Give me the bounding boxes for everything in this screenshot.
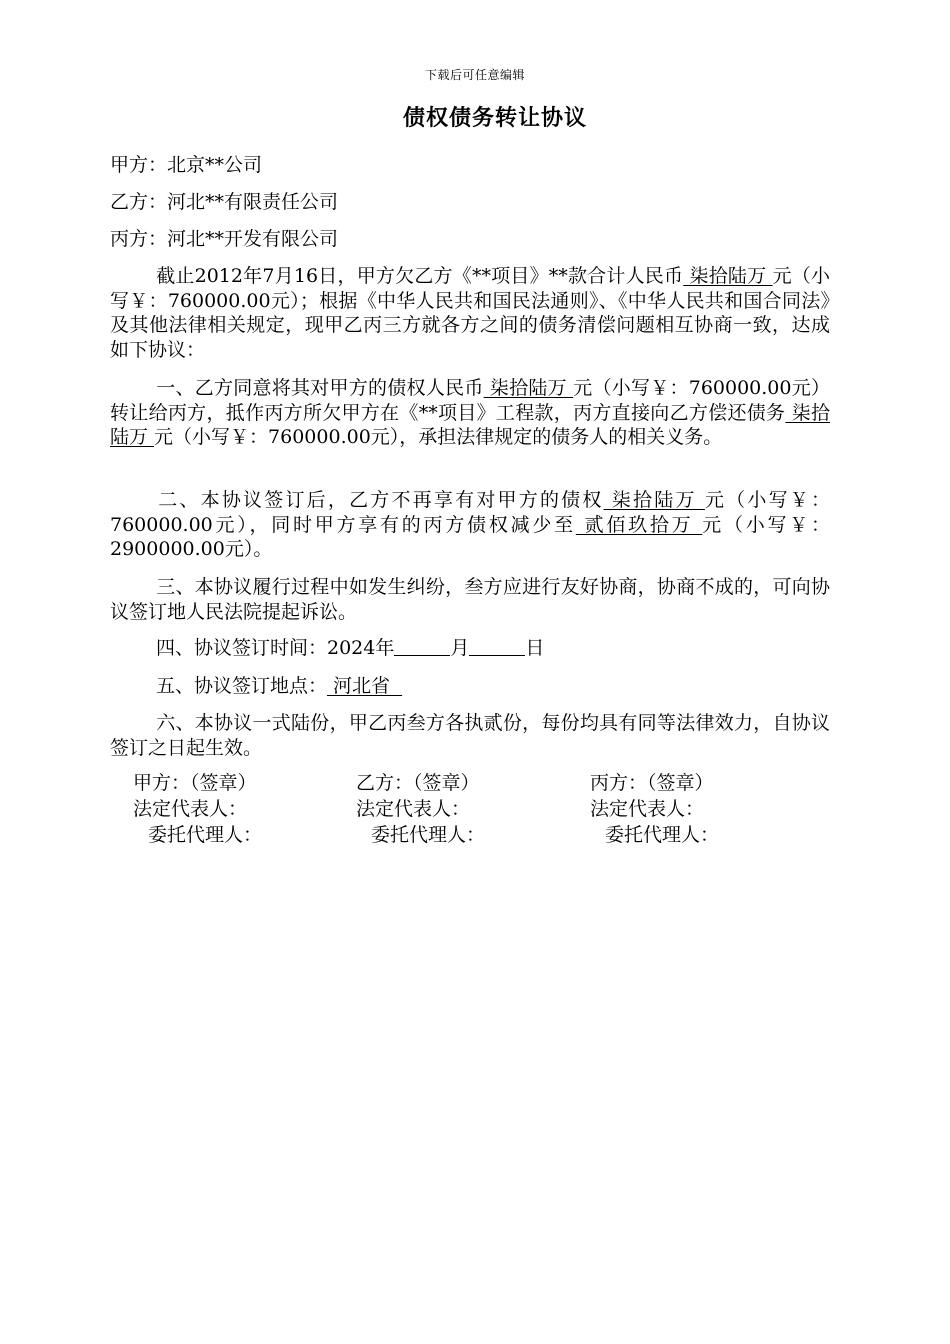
month-blank: [394, 638, 450, 656]
clause-3: 三、本协议履行过程中如发生纠纷，叁方应进行友好协商，协商不成的，可向协议签订地人民法院提起诉讼。: [110, 576, 830, 623]
signature-b-rep: 法定代表人：: [356, 798, 471, 820]
party-b: 乙方：河北**有限责任公司: [110, 191, 339, 213]
clause-2: 二、本协议签订后，乙方不再享有对甲方的债权 柒拾陆万 元（小写￥：760000.00元），同时甲方享有的丙方债权减少至 贰佰玖拾万 元（小写￥：2900000.00元）。: [110, 489, 830, 560]
clause-1: 一、乙方同意将其对甲方的债权人民币 柒拾陆万 元（小写￥：760000.00元）转让给丙方，抵作丙方所欠甲方在《**项目》工程款，丙方直接向乙方偿还债务 柒拾陆万 元（小写￥：760000.00元），承担法律规定的债务人的相关义务。: [110, 377, 830, 448]
signature-a-party: 甲方：（签章）: [133, 772, 257, 794]
clause-5: 五、协议签订地点： 河北省: [156, 675, 403, 697]
intro-paragraph: 截止2012年7月16日，甲方欠乙方《**项目》**款合计人民币 柒拾陆万 元（小写￥：760000.00元）；根据《中华人民共和国民法通则》、《中华人民共和国合同法》及其他法律相关规定，现甲乙丙三方就各方之间的债务清偿问题相互协商一致，达成如下协议：: [110, 265, 830, 361]
signature-b-party: 乙方：（签章）: [356, 772, 480, 794]
amount-underline: 贰佰玖拾万: [575, 513, 703, 536]
amount-underline: 柒拾陆万: [483, 377, 574, 399]
amount-underline: 柒拾陆万: [603, 489, 705, 511]
clause-6: 六、本协议一式陆份，甲乙丙叁方各执贰份，每份均具有同等法律效力，自协议签订之日起生效。: [110, 712, 830, 759]
place-underline: 河北省: [327, 675, 403, 697]
party-a: 甲方：北京**公司: [110, 154, 263, 176]
signature-c-agent: 委托代理人：: [605, 824, 720, 846]
signature-b-agent: 委托代理人：: [371, 824, 486, 846]
amount-underline: 柒拾陆万: [683, 265, 773, 287]
party-c: 丙方：河北**开发有限公司: [110, 228, 339, 250]
header-note: 下载后可任意编辑: [424, 68, 525, 82]
signature-c-party: 丙方：（签章）: [590, 772, 714, 794]
day-blank: [469, 638, 525, 656]
signature-a-agent: 委托代理人：: [148, 824, 263, 846]
clause-4: 四、协议签订时间：2024年 月 日: [156, 637, 545, 659]
signature-a-rep: 法定代表人：: [133, 798, 248, 820]
amount-underline: 柒拾陆万: [110, 401, 830, 448]
signature-c-rep: 法定代表人：: [590, 798, 705, 820]
document-title: 债权债务转让协议: [402, 105, 587, 131]
